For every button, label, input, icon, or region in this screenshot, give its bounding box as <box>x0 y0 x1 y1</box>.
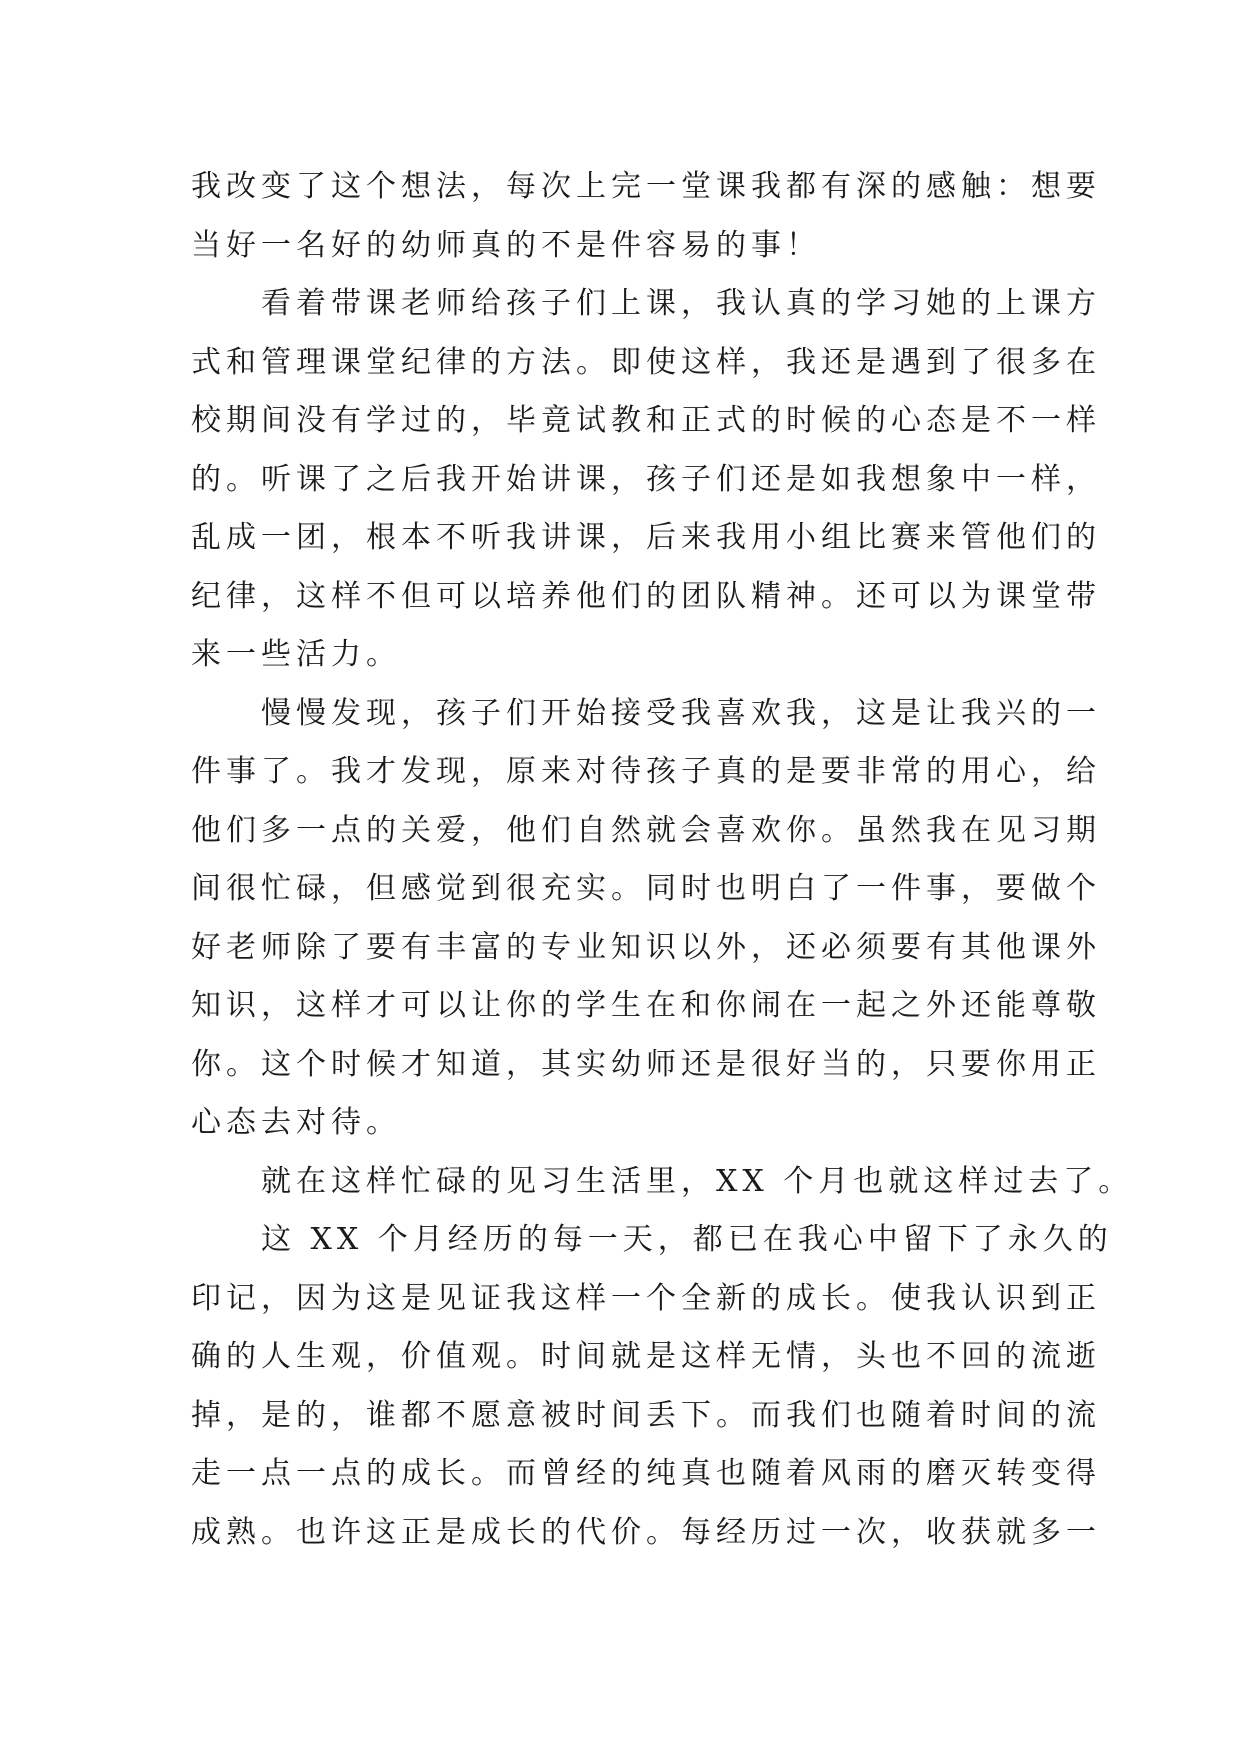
text-line: 你。这个时候才知道，其实幼师还是很好当的，只要你用正 <box>191 1046 1101 1082</box>
text-line: 确的人生观，价值观。时间就是这样无情，头也不回的流逝 <box>191 1339 1101 1374</box>
text-line: 好老师除了要有丰富的专业知识以外，还必须要有其他课外 <box>191 929 1101 965</box>
text-line: 成熟。也许这正是成长的代价。每经历过一次，收获就多一 <box>191 1514 1101 1550</box>
text-line: 纪律，这样不但可以培养他们的团队精神。还可以为课堂带 <box>191 578 1101 614</box>
text-line: 来一些活力。 <box>191 637 401 672</box>
text-line: 我改变了这个想法，每次上完一堂课我都有深的感触：想要 <box>191 169 1101 204</box>
text-line: 慢慢发现，孩子们开始接受我喜欢我，这是让我兴的一 <box>261 695 1101 731</box>
text-line: 就在这样忙碌的见习生活里，XX 个月也就这样过去了。 <box>261 1163 1134 1199</box>
text-line: 走一点一点的成长。而曾经的纯真也随着风雨的磨灭转变得 <box>191 1456 1101 1491</box>
text-line: 他们多一点的关爱，他们自然就会喜欢你。虽然我在见习期 <box>191 812 1101 848</box>
text-line: 件事了。我才发现，原来对待孩子真的是要非常的用心，给 <box>191 754 1101 789</box>
text-line: 看着带课老师给孩子们上课，我认真的学习她的上课方 <box>261 286 1101 321</box>
text-line: 乱成一团，根本不听我讲课，后来我用小组比赛来管他们的 <box>191 520 1101 555</box>
text-line: 间很忙碌，但感觉到很充实。同时也明白了一件事，要做个 <box>191 871 1101 906</box>
text-line: 校期间没有学过的，毕竟试教和正式的时候的心态是不一样 <box>191 403 1101 438</box>
text-line: 这 XX 个月经历的每一天，都已在我心中留下了永久的 <box>261 1222 1113 1257</box>
body-text <box>191 158 1134 1562</box>
text-line: 的。听课了之后我开始讲课，孩子们还是如我想象中一样， <box>191 461 1101 497</box>
text-line: 掉，是的，谁都不愿意被时间丢下。而我们也随着时间的流 <box>191 1397 1101 1433</box>
text-line: 式和管理课堂纪律的方法。即使这样，我还是遇到了很多在 <box>191 344 1101 380</box>
text-line: 知识，这样才可以让你的学生在和你闹在一起之外还能尊敬 <box>191 988 1101 1023</box>
text-line: 心态去对待。 <box>191 1105 401 1140</box>
text-line: 印记，因为这是见证我这样一个全新的成长。使我认识到正 <box>191 1280 1101 1316</box>
text-line: 当好一名好的幼师真的不是件容易的事！ <box>191 227 821 263</box>
